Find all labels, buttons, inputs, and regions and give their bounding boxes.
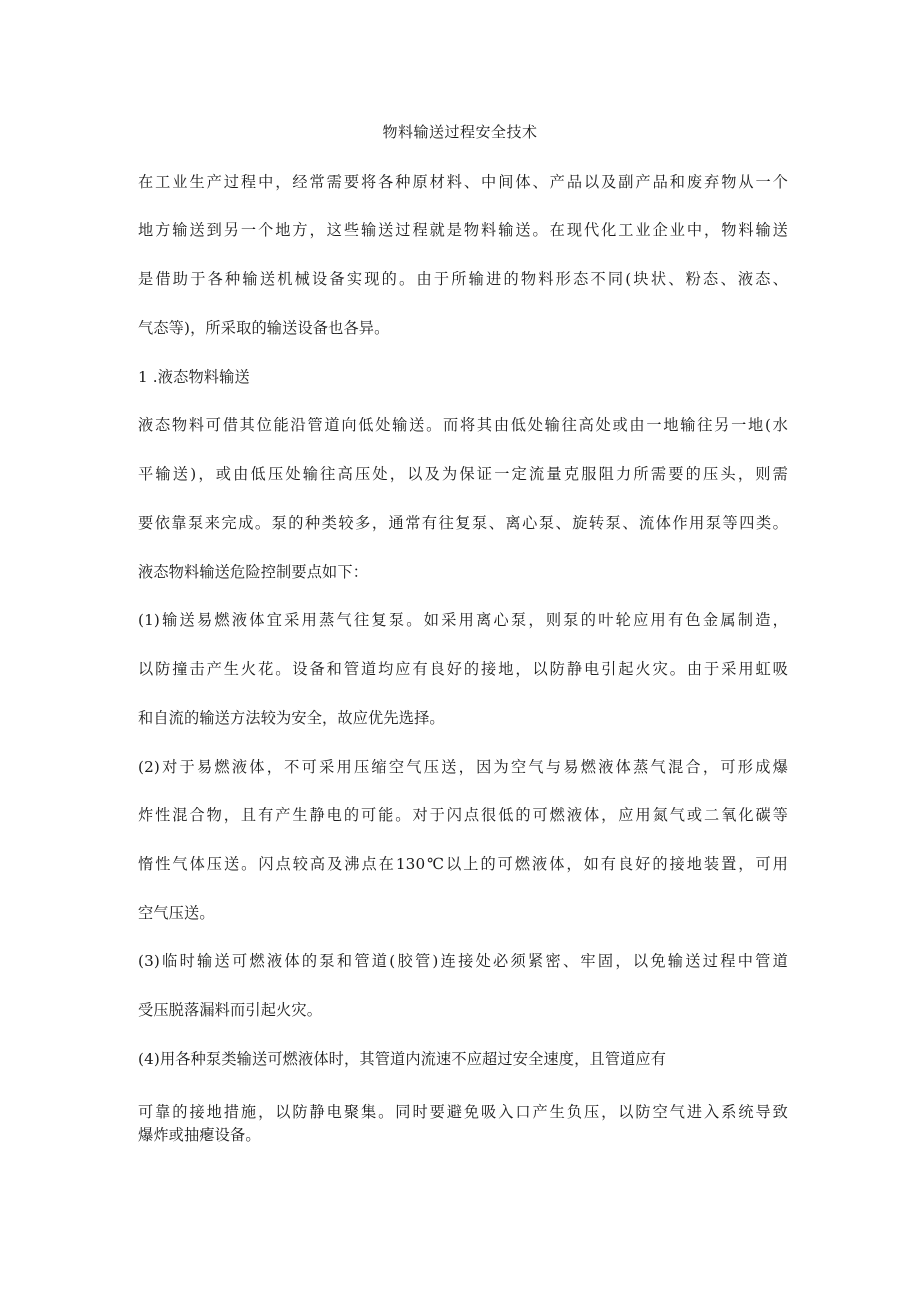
- section-heading: 1 .液态物料输送: [138, 368, 250, 386]
- list-item-line: 和自流的输送方法较为安全，故应优先选择。: [138, 709, 445, 727]
- list-item-line: 可靠的接地措施，以防静电聚集。同时要避免吸入口产生负压，以防空气进入系统导致: [138, 1103, 788, 1121]
- list-item-line: (4)用各种泵类输送可燃液体时，其管道内流速不应超过安全速度，且管道应有: [138, 1050, 667, 1068]
- paragraph-line: 气态等)，所采取的输送设备也各异。: [138, 319, 390, 337]
- list-item-line: 炸性混合物，且有产生静电的可能。对于闪点很低的可燃液体，应用氮气或二氧化碳等: [138, 806, 788, 824]
- list-item-line: 受压脱落漏料而引起火灾。: [138, 1001, 323, 1019]
- list-item-line: 以防撞击产生火花。设备和管道均应有良好的接地，以防静电引起火灾。由于采用虹吸: [138, 660, 788, 678]
- paragraph-line: 液态物料输送危险控制要点如下：: [138, 563, 369, 581]
- list-item-line: (3)临时输送可燃液体的泵和管道(胶管)连接处必须紧密、牢固，以免输送过程中管道: [138, 952, 788, 970]
- list-item-line: 爆炸或抽瘪设备。: [138, 1126, 261, 1144]
- paragraph-line: 地方输送到另一个地方，这些输送过程就是物料输送。在现代化工业企业中，物料输送: [138, 221, 788, 239]
- paragraph-line: 液态物料可借其位能沿管道向低处输送。而将其由低处输往高处或由一地输往另一地(水: [138, 416, 788, 434]
- list-item-line: 空气压送。: [138, 904, 215, 922]
- list-item-line: (2)对于易燃液体，不可采用压缩空气压送，因为空气与易燃液体蒸气混合，可形成爆: [138, 758, 788, 776]
- paragraph-line: 要依靠泵来完成。泵的种类较多，通常有往复泵、离心泵、旋转泵、流体作用泵等四类。: [138, 514, 788, 532]
- list-item-line: 惰性气体压送。闪点较高及沸点在130℃以上的可燃液体，如有良好的接地装置，可用: [138, 855, 788, 873]
- paragraph-line: 是借助于各种输送机械设备实现的。由于所输进的物料形态不同(块状、粉态、液态、: [138, 270, 788, 288]
- paragraph-line: 平输送)，或由低压处输往高压处，以及为保证一定流量克服阻力所需要的压头，则需: [138, 465, 788, 483]
- paragraph-line: 在工业生产过程中，经常需要将各种原材料、中间体、产品以及副产品和废弃物从一个: [138, 173, 788, 191]
- list-item-line: (1)输送易燃液体宜采用蒸气往复泵。如采用离心泵，则泵的叶轮应用有色金属制造，: [138, 611, 788, 629]
- document-title: 物料输送过程安全技术: [382, 123, 538, 141]
